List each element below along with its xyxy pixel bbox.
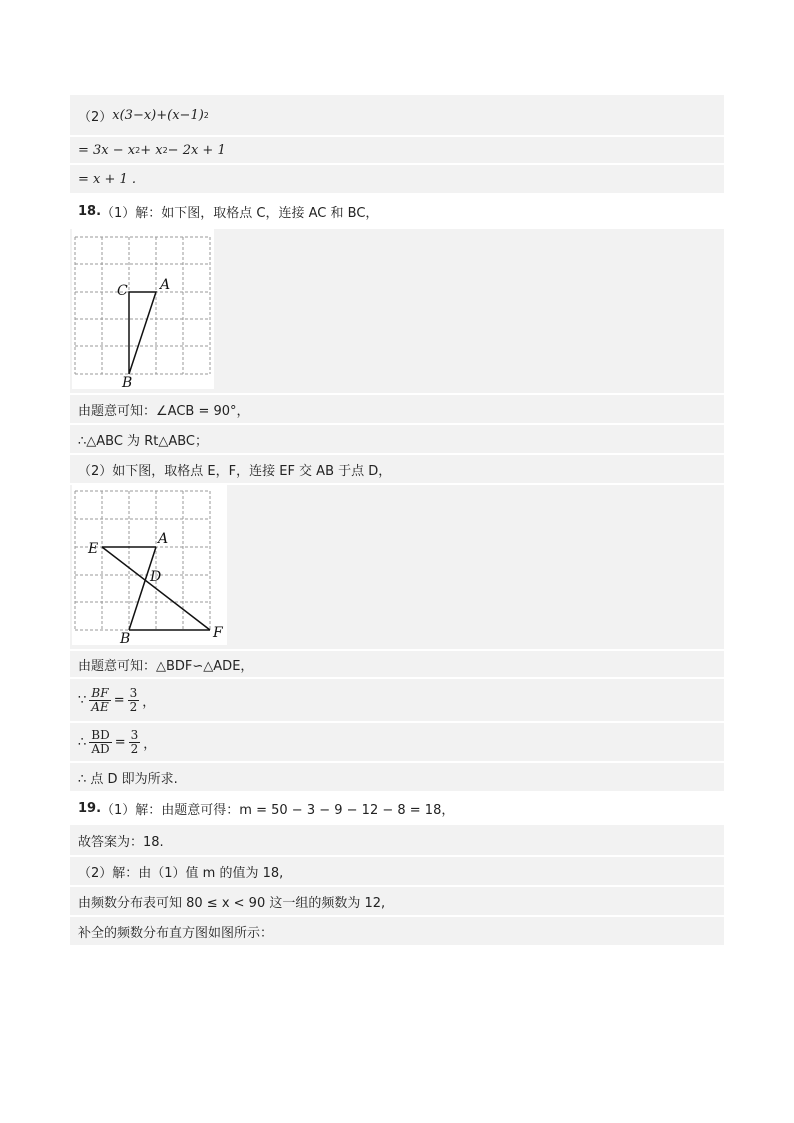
fraction-bd-ad bbox=[89, 729, 111, 755]
denominator: 2 bbox=[130, 741, 139, 756]
label-d: D bbox=[150, 569, 162, 585]
line-result bbox=[70, 165, 724, 195]
line-answer bbox=[70, 825, 724, 857]
label-e: E bbox=[88, 541, 99, 557]
solution-content bbox=[70, 95, 724, 947]
part-label: （2） bbox=[78, 109, 113, 125]
angle-statement: 由题意可知：∠ACB = 90°， bbox=[78, 403, 250, 419]
denominator: 2 bbox=[129, 699, 138, 714]
figure-1-grid bbox=[72, 229, 214, 389]
line-ratio-1 bbox=[70, 679, 724, 723]
part2-statement: （2）解：由（1）值 m 的值为 18, bbox=[78, 865, 284, 881]
therefore-symbol: ∴ bbox=[78, 734, 87, 750]
question-18-header bbox=[70, 195, 724, 229]
fraction-3-2 bbox=[128, 687, 140, 713]
numerator: BD bbox=[91, 727, 110, 742]
equals: = bbox=[114, 734, 126, 750]
similar-statement: 由题意可知：△BDF∽△ADE， bbox=[78, 658, 254, 674]
line-frequency bbox=[70, 887, 724, 917]
because-symbol: ∵ bbox=[78, 692, 87, 708]
equals: = bbox=[113, 692, 125, 708]
exponent: 2 bbox=[135, 145, 141, 155]
fraction-bf-ae bbox=[89, 687, 110, 713]
line-expand bbox=[70, 137, 724, 165]
figure-2-grid bbox=[72, 485, 232, 645]
fraction-3-2 bbox=[129, 729, 141, 755]
label-b: B bbox=[122, 375, 133, 389]
numerator: 3 bbox=[129, 685, 138, 700]
figure-1-row bbox=[70, 229, 724, 395]
expand-b: + x bbox=[140, 142, 163, 158]
question-19-header bbox=[70, 793, 724, 825]
line-ratio-2 bbox=[70, 723, 724, 763]
line-angle bbox=[70, 395, 724, 425]
right-triangle-statement: ∴△ABC 为 Rt△ABC； bbox=[78, 433, 208, 449]
numerator: BF bbox=[91, 685, 109, 700]
question-text: （1）解：由题意可得：m = 50 − 3 − 9 − 12 − 8 = 18， bbox=[101, 802, 455, 818]
denominator: AE bbox=[91, 699, 109, 714]
question-number: 19. bbox=[78, 800, 102, 816]
line-point-d bbox=[70, 763, 724, 793]
answer-statement: 故答案为：18. bbox=[78, 834, 164, 850]
exponent: 2 bbox=[203, 110, 209, 120]
label-a: A bbox=[160, 277, 171, 293]
label-f: F bbox=[213, 625, 223, 641]
point-d-statement: ∴ 点 D 即为所求. bbox=[78, 771, 178, 787]
line-histogram bbox=[70, 917, 724, 947]
question-text: （1）解：如下图，取格点 C，连接 AC 和 BC， bbox=[101, 205, 379, 221]
result: = x + 1 . bbox=[78, 171, 137, 187]
label-b: B bbox=[120, 631, 131, 645]
part2-statement: （2）如下图，取格点 E，F，连接 EF 交 AB 于点 D， bbox=[78, 463, 392, 479]
expand-a: = 3x − x bbox=[78, 142, 136, 158]
histogram-statement: 补全的频数分布直方图如图所示： bbox=[78, 925, 274, 941]
label-a: A bbox=[158, 531, 169, 547]
expand-c: − 2x + 1 bbox=[167, 142, 226, 158]
expression: x(3−x)+(x−1) bbox=[112, 107, 204, 123]
question-number: 18. bbox=[78, 203, 102, 219]
denominator: AD bbox=[91, 741, 110, 756]
numerator: 3 bbox=[130, 727, 139, 742]
line-part2 bbox=[70, 455, 724, 485]
exponent: 2 bbox=[162, 145, 168, 155]
frequency-statement: 由频数分布表可知 80 ≤ x < 90 这一组的频数为 12, bbox=[78, 895, 386, 911]
line-similar bbox=[70, 651, 724, 679]
label-c: C bbox=[117, 283, 128, 299]
figure-2-row bbox=[70, 485, 724, 651]
comma: ， bbox=[142, 694, 156, 710]
line-part19-2 bbox=[70, 857, 724, 887]
line-right-triangle bbox=[70, 425, 724, 455]
line-part2-expression bbox=[70, 95, 724, 137]
comma: ， bbox=[143, 736, 157, 752]
